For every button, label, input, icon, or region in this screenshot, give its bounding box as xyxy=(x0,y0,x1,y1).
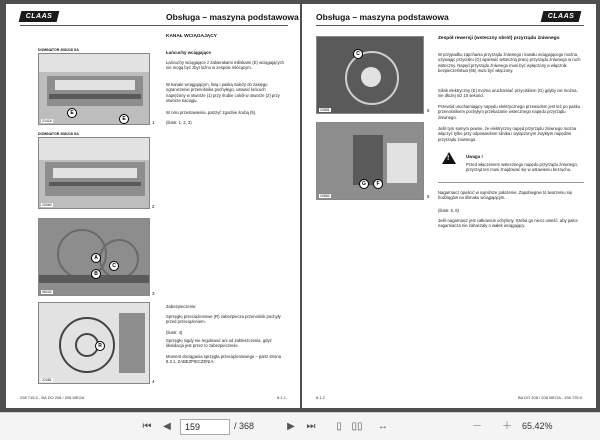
warning-title: Uwaga ! xyxy=(466,154,483,159)
page-total: / 368 xyxy=(234,421,255,431)
header-rule xyxy=(316,25,584,26)
callout-label: B xyxy=(91,269,101,279)
left-page xyxy=(6,4,300,408)
footer-right: 8.1.1 xyxy=(277,395,286,400)
subsection-title: Łańcuchy wciągające xyxy=(166,50,211,55)
callout-label: E xyxy=(67,108,77,118)
paragraph: W przypadku zapchania przyrządu żniwnego i kanału wciągającego można, używając przycisku (G) wpierwić wsteczną pracę przyrządu żniwnego w ruch wsteczny. Napęd przyrządu żniwnego musi być wyłączony a włącznik bezpieczeństwa (65) musi być włączony. xyxy=(438,52,581,74)
warning-icon: ! xyxy=(442,152,456,164)
paragraph: Zabezpieczenie: xyxy=(166,304,197,309)
viewer-toolbar xyxy=(0,412,600,440)
callout-label: R xyxy=(95,341,105,351)
figure-reference: (Ilustr. 5, 6) xyxy=(438,208,459,213)
zoom-out-icon[interactable]: － xyxy=(472,421,482,432)
first-page-icon[interactable]: ⏮ xyxy=(142,421,152,432)
figure-number: 5 xyxy=(427,108,430,113)
photo-reverser-motor xyxy=(316,36,424,114)
figure-reference: (Ilustr. 4) xyxy=(166,330,183,335)
photo-id: 20881 xyxy=(320,108,330,112)
figure-number: 2 xyxy=(152,204,155,209)
photo-id: 21416 xyxy=(42,119,52,123)
figure-number: 6 xyxy=(427,194,430,199)
paragraph: W kanale wciągającym, linią i paską należy do zasięgu ograniczenie przenośnika pochyłego, ustawić łańcuch naprężony w otworze (1) przy śrubie cokół w otworze (2) przy otworze naciągu. xyxy=(166,82,280,104)
page-number-input[interactable]: 159 xyxy=(180,419,230,435)
photo-chain-tensioner xyxy=(38,218,150,296)
claas-logo: CLAAS xyxy=(541,11,582,22)
paragraph: Łańcuchy wciągające z zabierakami miliskami (E) wciągających nie mogą być zbyt luźno w zespole młócącym. xyxy=(166,60,284,71)
fit-width-icon[interactable]: ↔ xyxy=(378,421,388,432)
warning-text: Przed włączeniem wstecznego napędu przyrządu żniwnego, przyrząd ten musi znajdować się w ustawieniu bezruchu. xyxy=(466,162,578,173)
paragraph: Jeśli nagarniacz jest całkowicie uchylony, trzeba go nieco unieść, aby palce nagarniacza nie zahaczały o wałek wciągający. xyxy=(438,218,578,229)
paragraph: Jeśli tym samym pewne, że elektryczny napęd przyrządu żniwnego można włączyć tylko przy odpowiednim silnika i wyłączonym zwykłym napędzie przyrządu żniwnego. xyxy=(438,126,577,142)
figure-reference: (Ilustr. 1, 2, 3) xyxy=(166,120,192,125)
last-page-icon[interactable]: ⏭ xyxy=(306,421,316,432)
figure-number: 4 xyxy=(152,379,155,384)
figure-number: 1 xyxy=(152,120,155,125)
callout-label: E xyxy=(119,114,129,124)
callout-label: A xyxy=(91,253,101,263)
page-header: Obsługa – maszyna podstawowa xyxy=(166,12,299,22)
callout-label: F xyxy=(373,179,383,189)
zoom-in-icon[interactable]: ＋ xyxy=(502,421,512,432)
section-title: Zespół rewersji (wsteczny obrót) przyrządu żniwnego xyxy=(438,36,560,41)
previous-page-icon[interactable]: ◀ xyxy=(163,421,171,432)
photo-id: 20882 xyxy=(320,194,330,198)
photo-overload-clutch xyxy=(38,302,150,384)
paragraph: Przewód uruchamiający napędu elektrycznego przewodem jest też po pasku przenośnikiem pochyłym przekazanie wstecznego napędu przyrządu żniwnego. xyxy=(438,104,580,120)
photo-id: 20060 xyxy=(42,203,52,207)
claas-logo: CLAAS xyxy=(19,11,60,22)
footer-left: 8.1.2 xyxy=(316,395,325,400)
callout-label: G xyxy=(359,179,369,189)
paragraph: Sprzęgło przeciążeniowe (R) zabezpiecza przenośnik pochyły przed przeciążeniem. xyxy=(166,314,281,325)
footer-right: BA DO 208 / 208 MEGA - 298 725.0 xyxy=(517,395,582,400)
paragraph: W celu przestawienia, patrzyć zgodnie śrubą (5). xyxy=(166,110,257,115)
right-page xyxy=(302,4,596,408)
two-page-view-icon[interactable]: ▯▯ xyxy=(351,421,363,432)
paragraph: Nagarniacz opuścić w najniższe położenie. Zapobiegnie to tworzeniu się hodziągów na ślimaku wciągającym. xyxy=(438,190,573,201)
photo-id: 95202 xyxy=(42,290,52,294)
photo-feeder-housing-2 xyxy=(38,137,150,209)
callout-label: C xyxy=(109,261,119,271)
next-page-icon[interactable]: ▶ xyxy=(287,421,295,432)
header-rule xyxy=(20,25,288,26)
paragraph: Sprzęgło nigdy nie regulować ani od zakleszczenia, gdyż likwidacja jest przez to zabezpieczenie. xyxy=(166,338,272,349)
zoom-level[interactable]: 65.42% xyxy=(522,421,553,431)
photo-reverser-switch xyxy=(316,122,424,200)
page-header: Obsługa – maszyna podstawowa xyxy=(316,12,449,22)
figure-number: 3 xyxy=(152,291,155,296)
warning-rule xyxy=(438,182,584,183)
footer-left: 298 715.0 - BA DO 208 / 208 MEGA xyxy=(20,395,85,400)
paragraph: Moment dociągania sprzęgła przeciążeniowego – patrz strona 8.3.1, ZABEZPIECZENIA. xyxy=(166,354,281,365)
single-page-view-icon[interactable]: ▯ xyxy=(336,421,342,432)
section-title: KANAŁ WCIĄGAJĄCY xyxy=(166,34,217,39)
photo-feeder-housing-1 xyxy=(38,53,150,125)
photo-id: 21081 xyxy=(42,378,52,382)
callout-label: C xyxy=(353,49,363,59)
warning-block xyxy=(442,152,456,164)
paragraph: Silnik elektryczny (E) można uruchamiać przyciskiem (G) gdyby nie można, nie dłużej niż 10 sekund. xyxy=(438,88,578,99)
photo-caption: DOMINATOR 208/218 SA xyxy=(38,132,79,136)
photo-caption: DOMINATOR 208/218 SA xyxy=(38,48,79,52)
